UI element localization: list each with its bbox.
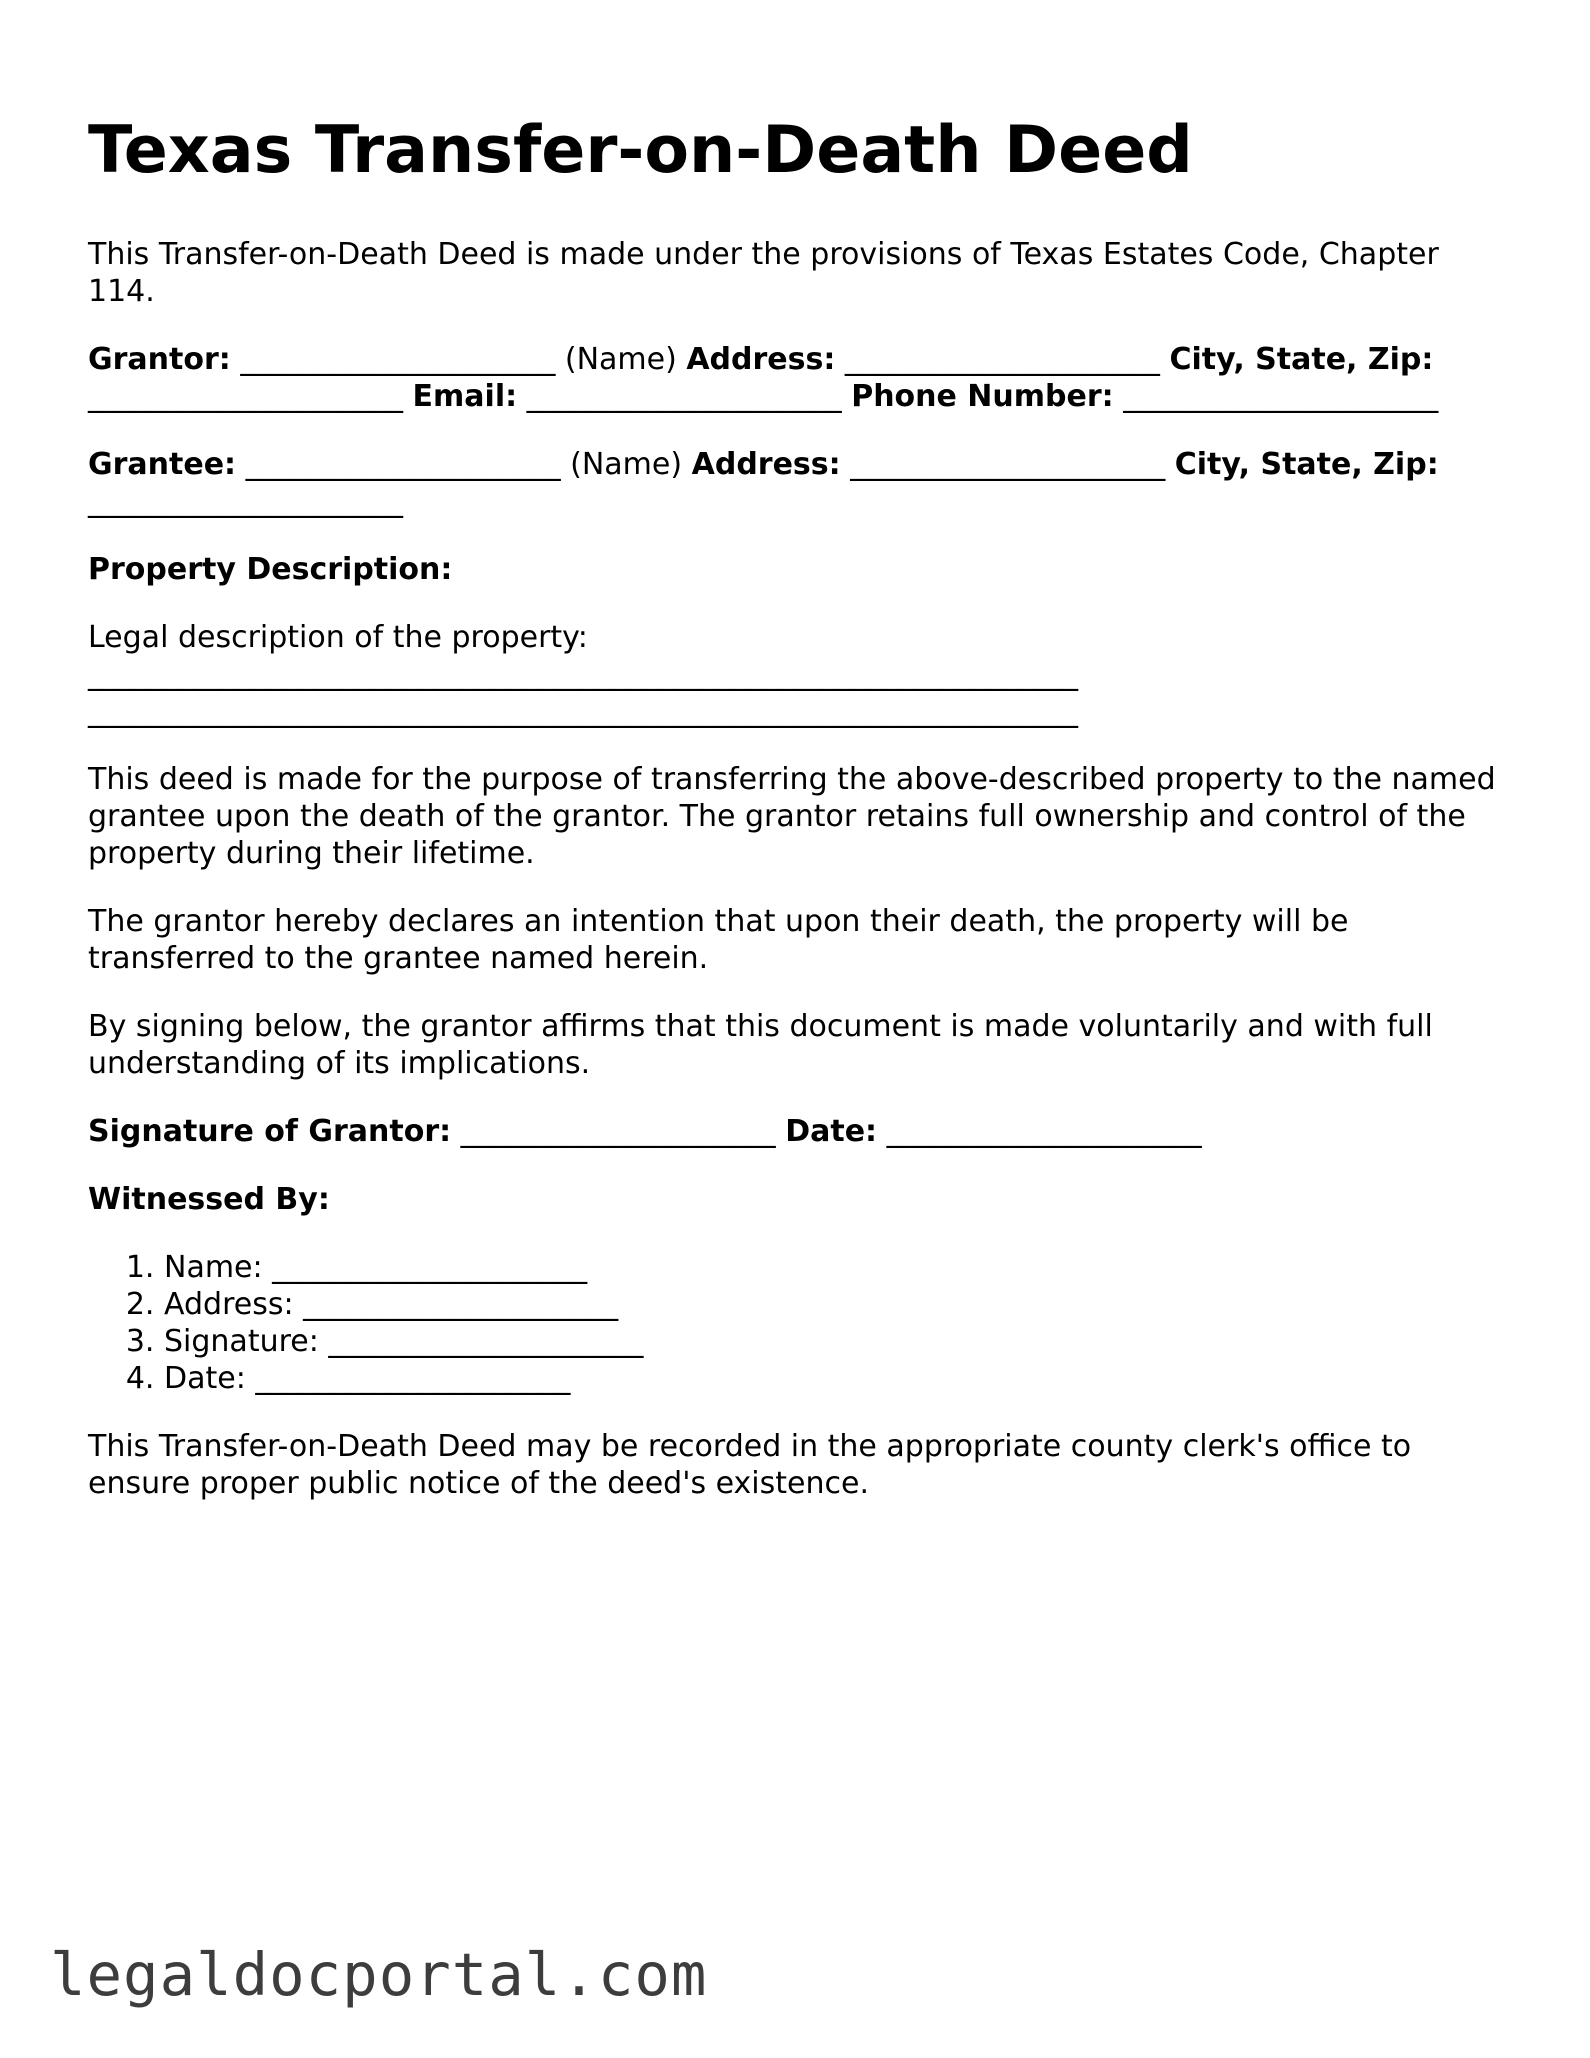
witness-date-blank: _____________________ xyxy=(255,1361,571,1396)
intention-paragraph: The grantor hereby declares an intention that upon their death, the property will be transferred to the grantee named herein. xyxy=(88,904,1349,976)
grantor-city-label: City, State, Zip: xyxy=(1169,342,1434,377)
signature-date-blank: _____________________ xyxy=(886,1114,1202,1149)
grantee-name-note: (Name) xyxy=(570,447,683,482)
witness-signature-label: Signature: xyxy=(164,1324,319,1359)
legal-description-label: Legal description of the property: xyxy=(88,620,588,655)
witness-item xyxy=(164,1249,1508,1286)
property-heading: Property Description: xyxy=(88,552,453,587)
document-title: Texas Transfer-on-Death Deed xyxy=(88,113,1193,188)
witness-address-label: Address: xyxy=(164,1287,294,1322)
witness-name-blank: _____________________ xyxy=(272,1250,588,1285)
grantor-name-blank: _____________________ xyxy=(240,342,556,377)
grantee-city-blank: _____________________ xyxy=(88,484,403,519)
witness-heading: Witnessed By: xyxy=(88,1182,330,1217)
witness-item xyxy=(164,1286,1508,1323)
legal-description-line-2: __________________________________________________________________ xyxy=(88,694,1078,729)
witness-name-label: Name: xyxy=(164,1250,263,1285)
grantor-phone-blank: _____________________ xyxy=(1123,379,1439,414)
site-watermark: legaldocportal.com xyxy=(50,1940,708,2009)
grantor-name-note: (Name) xyxy=(564,342,677,377)
signature-label: Signature of Grantor: xyxy=(88,1114,452,1149)
witness-item xyxy=(164,1360,1508,1397)
grantor-phone-label: Phone Number: xyxy=(851,379,1114,414)
witness-date-label: Date: xyxy=(164,1361,246,1396)
grantor-email-label: Email: xyxy=(412,379,518,414)
grantee-city-label: City, State, Zip: xyxy=(1174,447,1439,482)
legal-description-line-1: __________________________________________________________________ xyxy=(88,657,1078,692)
grantee-address-blank: _____________________ xyxy=(850,447,1166,482)
witness-signature-blank: _____________________ xyxy=(328,1324,644,1359)
grantor-address-label: Address: xyxy=(686,342,836,377)
witness-address-blank: _____________________ xyxy=(303,1287,619,1322)
document-page xyxy=(88,112,1508,1533)
intro-paragraph: This Transfer-on-Death Deed is made under the provisions of Texas Estates Code, Chapter 114. xyxy=(88,237,1439,309)
purpose-paragraph: This deed is made for the purpose of transferring the above-described property to the named grantee upon the death of the grantor. The grantor retains full ownership and control of the property during their lifetime. xyxy=(88,762,1496,871)
grantor-city-blank: _____________________ xyxy=(88,379,403,414)
signature-line xyxy=(88,1113,1508,1150)
grantor-email-blank: _____________________ xyxy=(526,379,842,414)
grantor-address-blank: _____________________ xyxy=(844,342,1160,377)
affirm-paragraph: By signing below, the grantor affirms that this document is made voluntarily and with full understanding of its implications. xyxy=(88,1009,1433,1081)
witness-list xyxy=(88,1249,1508,1397)
grantor-label: Grantor: xyxy=(88,342,231,377)
closing-paragraph: This Transfer-on-Death Deed may be recorded in the appropriate county clerk's office to ensure proper public notice of the deed's existence. xyxy=(88,1429,1412,1501)
grantee-name-blank: _____________________ xyxy=(245,447,561,482)
grantee-label: Grantee: xyxy=(88,447,237,482)
grantee-address-label: Address: xyxy=(691,447,841,482)
signature-date-label: Date: xyxy=(785,1114,878,1149)
grantor-section xyxy=(88,341,1508,415)
legal-description xyxy=(88,619,1508,730)
signature-blank: _____________________ xyxy=(460,1114,776,1149)
witness-item xyxy=(164,1323,1508,1360)
grantee-section xyxy=(88,446,1508,520)
